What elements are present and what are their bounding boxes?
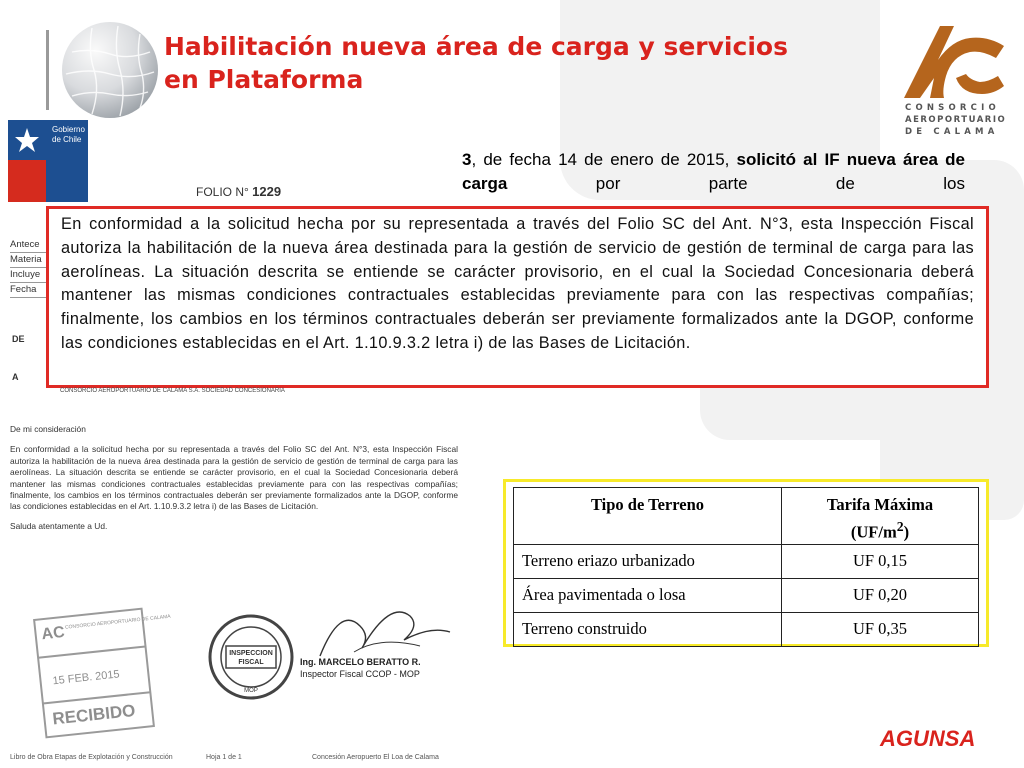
- letter-closing: Saluda atentamente a Ud.: [10, 520, 108, 531]
- footer-left: Libro de Obra Etapas de Explotación y Construcción: [10, 754, 173, 761]
- header-tipo-terreno: Tipo de Terreno: [514, 488, 782, 545]
- footer-middle: Hoja 1 de 1: [206, 754, 242, 761]
- intro-part2: , de fecha 14 de enero de 2015,: [471, 150, 737, 169]
- stamp-date: 15 FEB. 2015: [52, 668, 121, 688]
- folio-label: FOLIO N°: [196, 185, 249, 199]
- table-row: [514, 544, 979, 578]
- label-a: A: [12, 372, 19, 382]
- intro-paragraph: [462, 148, 965, 196]
- letter-body: [10, 424, 458, 532]
- highlighted-excerpt-text: En conformidad a la solicitud hecha por su representada a través del Folio SC del Ant. N°3, esta Inspección Fiscal autoriza la habilitación de la nueva área destinada para la gestión de servicio de gestión de terminal de carga para las aerolíneas. La situación descrita se entiende se carácter provisorio, en el cual la Sociedad Concesionaria deberá mantener las mismas condiciones contractuales establecidas previamente para con las respectivas compañías; finalmente, los cambios en los términos contractuales deberán ser previamente formalizados ante la DGOP, conforme las condiciones establecidas en el Art. 1.10.9.3.2 letra i) de las Bases de Licitación.: [61, 215, 974, 352]
- cell-tarifa: UF 0,20: [782, 578, 979, 612]
- header-tarifa-maxima: [782, 488, 979, 545]
- letter-body-text: En conformidad a la solicitud hecha por su representada a través del Folio SC del Ant. N°3, esta Inspección Fiscal autoriza la habilitación de la nueva área destinada para la gestión de servicio de gestión de terminal de carga para las aerolíneas. La situación descrita se entiende se carácter provisorio, en el cual la Sociedad Concesionaria deberá mantener las mismas condiciones contractuales establecidas previamente para con las respectivas compañías; finalmente, los cambios en los términos contractuales deberán ser previamente formalizados ante la DGOP, conforme las condiciones establecidas en el Art. 1.10.9.3.2 letra i) de las Bases de Licitación.: [10, 444, 458, 512]
- cell-tarifa: UF 0,35: [782, 612, 979, 646]
- label-de: DE: [12, 334, 25, 344]
- puzzle-globe-icon: [62, 22, 158, 118]
- signer-block: [300, 656, 421, 680]
- cell-terreno: Terreno eriazo urbanizado: [514, 544, 782, 578]
- agunsa-logo-icon: [878, 722, 998, 752]
- tariff-table-frame: [503, 479, 989, 647]
- header-unit-close: ): [903, 522, 910, 542]
- label-fecha: Fecha: [10, 283, 50, 298]
- header-unit-exponent: 2: [896, 519, 904, 534]
- recipient-fragment: CONSORCIO AEROPORTUARIO DE CALAMA S.A. SOCIEDAD CONCESIONARIA: [60, 388, 285, 394]
- intro-part5: por parte de los: [507, 174, 965, 193]
- footer-right: Concesión Aeropuerto El Loa de Calama: [312, 754, 439, 761]
- header-divider: [46, 30, 49, 110]
- seal-line1: INSPECCION: [229, 650, 273, 657]
- cell-tarifa: UF 0,15: [782, 544, 979, 578]
- table-row: [514, 612, 979, 646]
- header-tarifa-line1: Tarifa Máxima: [826, 495, 934, 514]
- gov-logo-line2: de Chile: [52, 135, 82, 144]
- intro-part4: nueva área de carga: [462, 150, 965, 193]
- stamp-ac-mark: AC: [40, 623, 66, 644]
- header-tarifa-line2: [790, 516, 970, 544]
- table-header-row: [514, 488, 979, 545]
- folio-number: [196, 184, 281, 199]
- stamp-consorcio: CONSORCIO AEROPORTUARIO DE CALAMA: [64, 613, 171, 631]
- gov-logo-line1: Gobierno: [52, 125, 85, 134]
- table-row: [514, 578, 979, 612]
- signer-name: Ing. MARCELO BERATTO R.: [300, 657, 421, 667]
- agunsa-wordmark: AGUNSA: [880, 726, 976, 751]
- gobierno-de-chile-logo-icon: [8, 120, 88, 202]
- stamp-recibido-word: RECIBIDO: [51, 700, 137, 729]
- consorcio-line3: DE CALAMA: [905, 127, 999, 137]
- slide-title-line1: Habilitación nueva área de carga y servicios: [164, 32, 788, 61]
- signer-role: Inspector Fiscal CCOP - MOP: [300, 669, 420, 679]
- letter-side-labels: [10, 238, 50, 298]
- letter-greeting: De mi consideración: [10, 424, 86, 434]
- recibido-stamp-icon: [34, 608, 171, 738]
- consorcio-line2: AEROPORTUARIO: [905, 115, 1007, 125]
- inspeccion-fiscal-seal-icon: [206, 612, 296, 702]
- cell-terreno: Terreno construido: [514, 612, 782, 646]
- slide-title-line2: en Plataforma: [164, 65, 364, 94]
- label-antecedentes: Antece: [10, 238, 50, 253]
- consorcio-line1: CONSORCIO: [905, 103, 1000, 113]
- seal-line2: FISCAL: [238, 659, 264, 666]
- highlighted-excerpt: [46, 206, 989, 388]
- slide-title: [164, 30, 884, 96]
- label-materia: Materia: [10, 253, 50, 268]
- tariff-table: [513, 487, 979, 647]
- header-unit: (UF/m: [850, 522, 897, 542]
- cell-terreno: Área pavimentada o losa: [514, 578, 782, 612]
- consorcio-ac-logo-icon: [900, 20, 1010, 100]
- label-incluye: Incluye: [10, 268, 50, 283]
- consorcio-text: [905, 102, 1015, 138]
- folio-value: 1229: [252, 184, 282, 199]
- intro-part3: solicitó al IF: [736, 150, 840, 169]
- seal-bottom: MOP: [244, 688, 258, 694]
- intro-part1: 3: [462, 150, 472, 169]
